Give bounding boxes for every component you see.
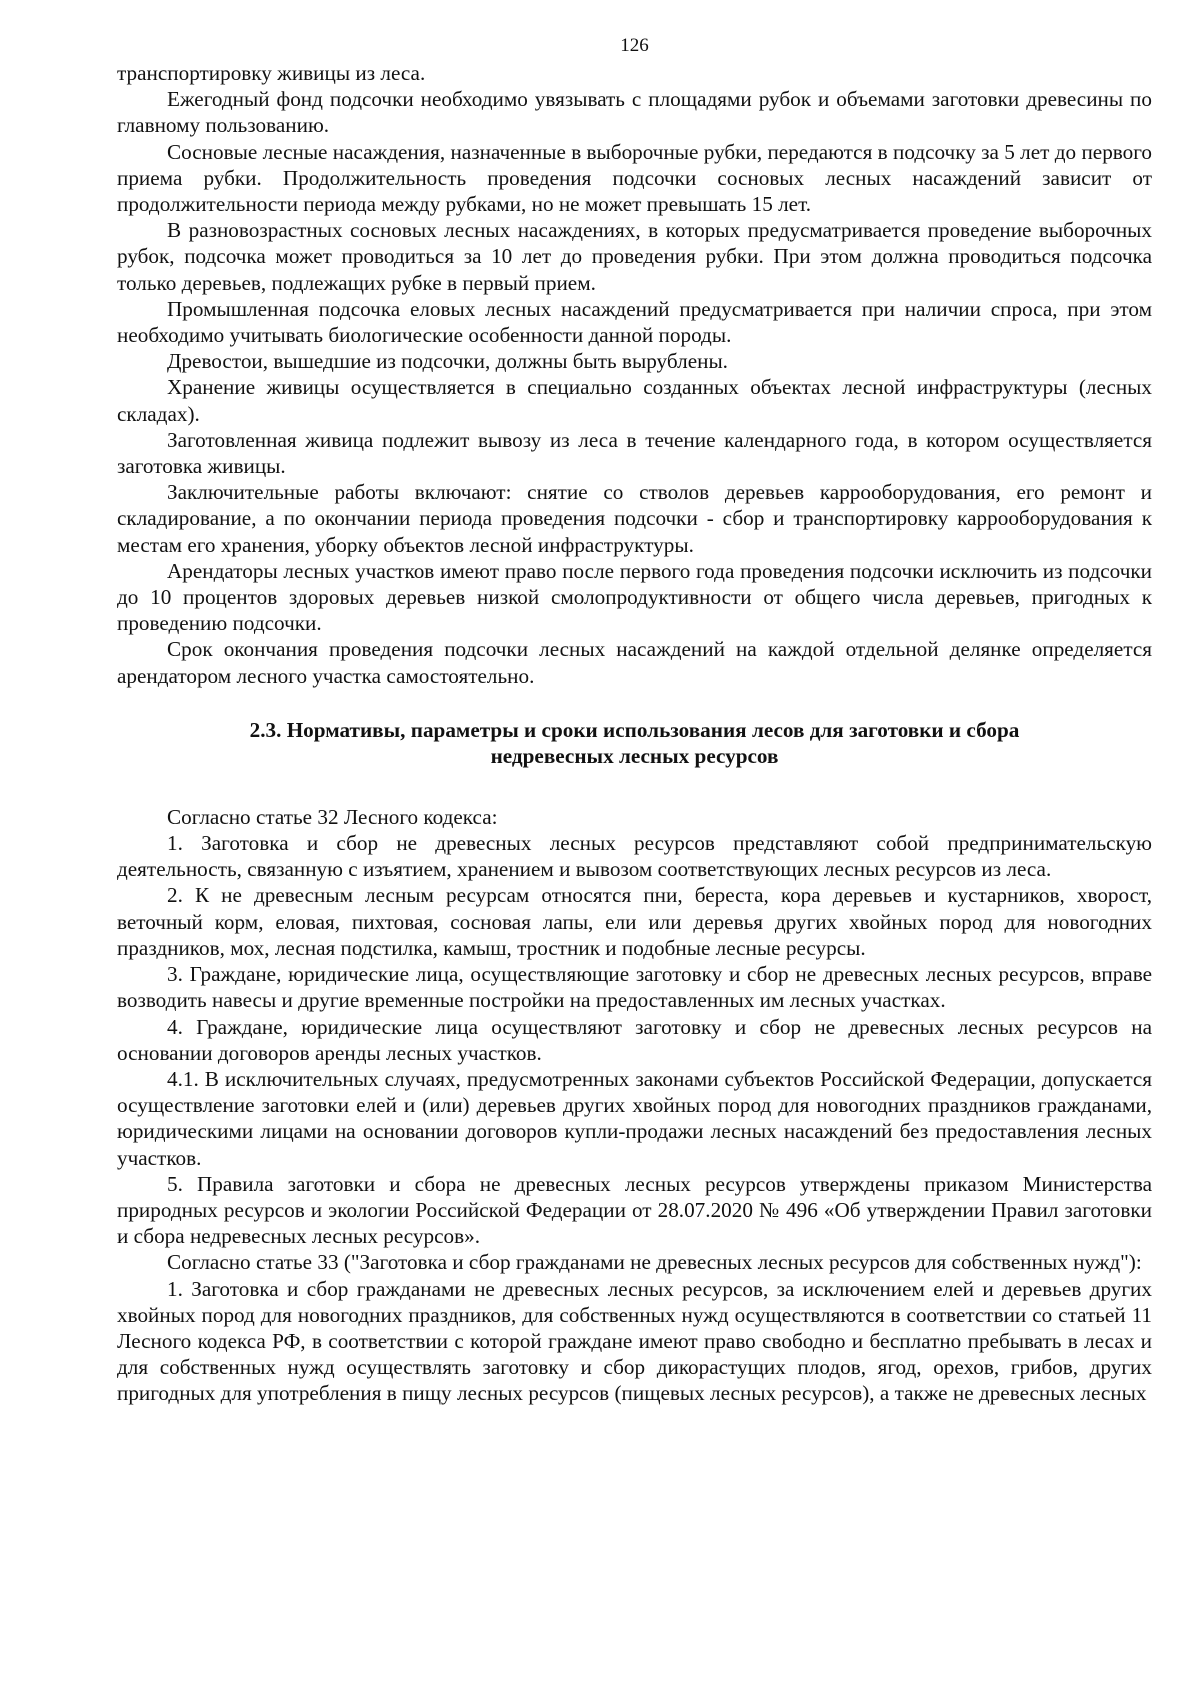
page-number: 126 bbox=[620, 35, 649, 56]
section-heading-line-2: недревесных лесных ресурсов bbox=[490, 744, 779, 769]
section-heading-line-1: 2.3. Нормативы, параметры и сроки использования лесов для заготовки и сбора bbox=[249, 717, 1020, 742]
section-heading bbox=[117, 717, 1152, 770]
paragraph: В разновозрастных сосновых лесных насаждениях, в которых предусматривается проведение выборочных рубок, подсочка может проводиться за 10 лет до проведения рубки. При этом должна проводиться подсочка только деревьев, подлежащих рубке в первый прием. bbox=[117, 218, 1152, 295]
paragraph: 1. Заготовка и сбор гражданами не древесных лесных ресурсов, за исключением елей и деревьев других хвойных пород для новогодних праздников, для собственных нужд осуществляются в соответствии со статьей 11 Лесного кодекса РФ, в соответствии с которой граждане имеют право свободно и бесплатно пребывать в лесах и для собственных нужд осуществлять заготовку и сбор дикорастущих плодов, ягод, орехов, грибов, других пригодных для употребления в пищу лесных ресурсов (пищевых лесных ресурсов), а также не древесных лесных bbox=[117, 1276, 1152, 1406]
document-page bbox=[117, 34, 1152, 1407]
paragraph: Согласно статье 32 Лесного кодекса: bbox=[167, 804, 498, 829]
paragraph: 2. К не древесным лесным ресурсам относятся пни, береста, кора деревьев и кустарников, хворост, веточный корм, еловая, пихтовая, сосновая лапы, ели или деревья других хвойных пород для новогодних праздников, мох, лесная подстилка, камыш, тростник и подобные лесные ресурсы. bbox=[117, 883, 1152, 960]
paragraph: 4. Граждане, юридические лица осуществляют заготовку и сбор не древесных лесных ресурсов на основании договоров аренды лесных участков. bbox=[117, 1014, 1152, 1065]
paragraph: 1. Заготовка и сбор не древесных лесных ресурсов представляют собой предпринимательскую деятельность, связанную с изъятием, хранением и вывозом соответствующих лесных ресурсов из леса. bbox=[117, 831, 1152, 882]
paragraph-continuation: транспортировку живицы из леса. bbox=[117, 61, 426, 85]
paragraph: 4.1. В исключительных случаях, предусмотренных законами субъектов Российской Федерации, допускается осуществление заготовки елей и (или) деревьев других хвойных пород для новогодних праздников гражданами, юридическими лицами на основании договоров купли-продажи лесных насаждений без предоставления лесных участков. bbox=[117, 1066, 1152, 1170]
paragraph: Арендаторы лесных участков имеют право после первого года проведения подсочки исключить из подсочки до 10 процентов здоровых деревьев низкой смолопродуктивности от общего числа деревьев, пригодных к проведению подсочки. bbox=[117, 558, 1152, 636]
paragraph: Согласно статье 33 ("Заготовка и сбор гражданами не древесных лесных ресурсов для собственных нужд"): bbox=[167, 1250, 1142, 1275]
paragraph: Промышленная подсочка еловых лесных насаждений предусматривается при наличии спроса, при этом необходимо учитывать биологические особенности данной породы. bbox=[117, 296, 1152, 348]
paragraph: Сосновые лесные насаждения, назначенные в выборочные рубки, передаются в подсочку за 5 лет до первого приема рубки. Продолжительность проведения подсочки сосновых лесных насаждений зависит от продолжительности периода между рубками, но не может превышать 15 лет. bbox=[117, 139, 1152, 217]
paragraph: Хранение живицы осуществляется в специально созданных объектах лесной инфраструктуры (лесных складах). bbox=[117, 375, 1152, 426]
paragraph: Ежегодный фонд подсочки необходимо увязывать с площадями рубок и объемами заготовки древесины по главному пользованию. bbox=[117, 87, 1152, 138]
paragraph: Срок окончания проведения подсочки лесных насаждений на каждой отдельной делянке определяется арендатором лесного участка самостоятельно. bbox=[117, 637, 1152, 688]
paragraph: Заключительные работы включают: снятие со стволов деревьев каррооборудования, его ремонт и складирование, а по окончании периода проведения подсочки - сбор и транспортировку каррооборудования к местам его хранения, уборку объектов лесной инфраструктуры. bbox=[117, 480, 1152, 557]
paragraph: Заготовленная живица подлежит вывозу из леса в течение календарного года, в котором осуществляется заготовка живицы. bbox=[117, 427, 1152, 479]
paragraph: 3. Граждане, юридические лица, осуществляющие заготовку и сбор не древесных лесных ресурсов, вправе возводить навесы и другие временные постройки на предоставленных им лесных участках. bbox=[117, 962, 1152, 1013]
paragraph: 5. Правила заготовки и сбора не древесных лесных ресурсов утверждены приказом Министерства природных ресурсов и экологии Российской Федерации от 28.07.2020 № 496 «Об утверждении Правил заготовки и сбора недревесных лесных ресурсов». bbox=[117, 1171, 1152, 1249]
paragraph: Древостои, вышедшие из подсочки, должны быть вырублены. bbox=[167, 349, 728, 374]
